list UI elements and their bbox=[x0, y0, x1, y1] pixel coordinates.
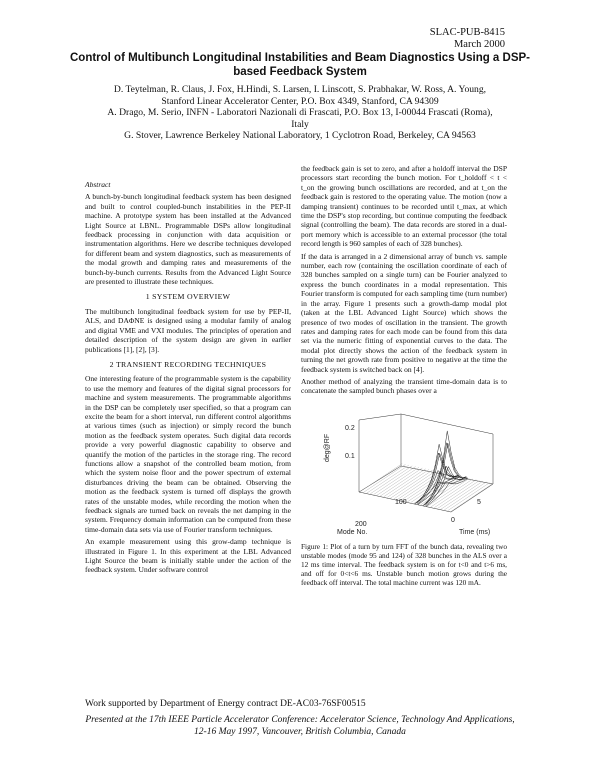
affiliation-line: Stanford Linear Accelerator Center, P.O. Box 4349, Stanford, CA 94309 bbox=[161, 95, 439, 107]
affiliation-line: Italy bbox=[291, 118, 309, 130]
surface-grid-line bbox=[448, 482, 490, 510]
funding-note: Work supported by Department of Energy contract DE-AC03-76SF00515 bbox=[85, 699, 366, 709]
surface-grid-line bbox=[360, 463, 402, 491]
surface-grid-line bbox=[367, 465, 409, 493]
figure-caption: Figure 1: Plot of a turn by turn FFT of the bunch data, revealing two unstable modes (mode 95 and 124) of 328 bunches in the ALS over a 12 ms time interval. The feedback system is on for t<0 and t>6 ms, and off for 0<t<6 ms. Unstable bunch motion grows during the feedback off interval. The total machine current was 120 mA. bbox=[301, 541, 507, 587]
y-axis-label: Time (ms) bbox=[459, 528, 491, 536]
surface-grid-line bbox=[363, 464, 405, 492]
report-id-block bbox=[430, 27, 505, 51]
abstract-text: A bunch-by-bunch longitudinal feedback system has been designed and built to control coupled-bunch instabilities in the PEP-II machine. A prototype system has been installed at the Advanced Light Source at LBNL. Programmable DSPs allow longitudinal feedback processing in conjunction with data acquisition or instrumentation algorithms. Here we describe techniques developed for different beam and system diagnostics, such as measurements of the modal growth and damping rates and measurements of the bunch-by-bunch currents. Results from the Advanced Light Source are presented to illustrate these techniques. bbox=[85, 192, 291, 287]
body-paragraph: An example measurement using this grow-damp technique is illustrated in Figure 1. In this experiment at the LBL Advanced Light Source the beam is initially stable under the action of the feedback system. Under software control bbox=[85, 537, 291, 575]
author-line: G. Stover, Lawrence Berkeley National Laboratory, 1 Cyclotron Road, Berkeley, CA 94563 bbox=[124, 130, 476, 141]
modal-surface-plot bbox=[301, 400, 507, 538]
body-paragraph: The multibunch longitudinal feedback system for use by PEP-II, ALS, and DAΦNE is designed using a modular family of analog and digital VME and VXI modules. The principles of operation and detailed description of the system design are given in earlier publications [1], [2], [3]. bbox=[85, 306, 291, 354]
y-tick-label: 0 bbox=[451, 516, 455, 524]
z-tick-label: 0.2 bbox=[345, 424, 355, 432]
y-tick-label: 5 bbox=[477, 498, 481, 506]
paper-title: Control of Multibunch Longitudinal Instabilities and Beam Diagnostics Using a DSP-based Feedback System bbox=[69, 52, 531, 78]
surface-grid-line bbox=[370, 466, 412, 494]
x-tick-label: 100 bbox=[395, 498, 407, 506]
abstract-heading: Abstract bbox=[85, 180, 111, 189]
left-column bbox=[85, 180, 291, 578]
report-number: SLAC-PUB-8415 bbox=[429, 27, 505, 38]
author-line: D. Teytelman, R. Claus, J. Fox, H.Hindi, S. Larsen, I. Linscott, S. Prabhakar, W. Ross, A. Young, bbox=[113, 84, 487, 95]
surface-grid-line bbox=[421, 477, 463, 505]
z-axis-label: deg@RF bbox=[324, 433, 331, 462]
author-line: A. Drago, M. Serio, INFN - Laboratori Nazionali di Frascati, P.O. Box 13, I-00044 Frascati (Roma), bbox=[107, 107, 493, 118]
surface-grid-line bbox=[380, 468, 422, 496]
body-paragraph: the feedback gain is set to zero, and after a holdoff interval the DSP processors start recording the bunch motion. For t_holdoff < t < t_on the growing bunch oscillations are recorded, and at t_on the feedback gain is restored to the operating value. The motion (now a damping transient) continues to be recorded until t_max, at which time the DSP's stop recording, but continue computing the feedback signal (controlling the beam). The data records are stored in a dual-port memory which is accessible to an external processor (the total record length is 960 samples of each of 328 bunches). bbox=[301, 164, 507, 249]
right-column bbox=[301, 164, 507, 587]
surface-lines bbox=[360, 431, 493, 511]
body-paragraph: If the data is arranged in a 2 dimensional array of bunch vs. sample number, each row (containing the oscillation coordinate of each of 328 bunches sampled on a single turn) can be Fourier analyzed to express the bunch coordinates in a modal representation. This Fourier transform is computed for each sampling time (turn number) in the array. Figure 1 presents such a growth-damp modal plot (taken at the LBL Advanced Light Source) which shows the presence of two modes of oscillation in the transient. The growth rates and damping rates for each mode can be found from this data set via the numeric fitting of exponential curves to the data. The modal plot directly shows the action of the feedback system in turning the net growth rate from positive to negative at the time the feedback system is switched back on [4]. bbox=[301, 251, 507, 374]
surface-grid-line bbox=[390, 470, 432, 498]
surface-grid-line bbox=[387, 469, 429, 497]
body-paragraph: Another method of analyzing the transient time-domain data is to concatenate the sampled bunch phases over a bbox=[301, 376, 507, 396]
section-heading: 1 SYSTEM OVERVIEW bbox=[145, 292, 231, 302]
figure-1 bbox=[301, 400, 507, 538]
z-tick-label: 0.1 bbox=[345, 452, 355, 460]
x-axis-label: Mode No. bbox=[337, 528, 368, 536]
surface-grid-line bbox=[451, 483, 493, 511]
mode-peak-line bbox=[423, 466, 465, 505]
report-date: March 2000 bbox=[453, 39, 505, 50]
x-tick-label: 200 bbox=[355, 520, 367, 528]
surface-grid-line bbox=[377, 467, 419, 495]
body-paragraph: One interesting feature of the programmable system is the capability to use the memory and features of the digital signal processors for machine and system measurements. The programmable algorithms in the DSP can be completely user specified, so that a program can excite the beam for a short interval, run different control algorithms at various times (such as injection) or simply record the bunch motion as the feedback system operates. Such digital data records provide a very powerful diagnostic capability to observe and quantify the motion of the particles in the storage ring. The record functions allow a snapshot of the controlled beam motion, from which the system noise floor and the power spectrum of external disturbances driving the beam can be obtained. Observing the motion as the feedback system is turned off displays the growth rates of the unstable modes, while recording the motion when the feedback signals are turned back on reveals the net damping in the system. Frequency domain information can be computed from these time-domain data sets via use of Fourier transform techniques. bbox=[85, 374, 291, 534]
plot-axes bbox=[359, 414, 493, 512]
conference-note: Presented at the 17th IEEE Particle Accelerator Conference: Accelerator Science, Technology And Applications, 12-16 May 1997, Vancouver, British Columbia, Canada bbox=[85, 715, 515, 737]
author-block bbox=[60, 84, 540, 142]
surface-grid-line bbox=[407, 474, 449, 502]
section-heading: 2 TRANSIENT RECORDING TECHNIQUES bbox=[109, 359, 267, 369]
surface-grid-line bbox=[374, 466, 416, 494]
